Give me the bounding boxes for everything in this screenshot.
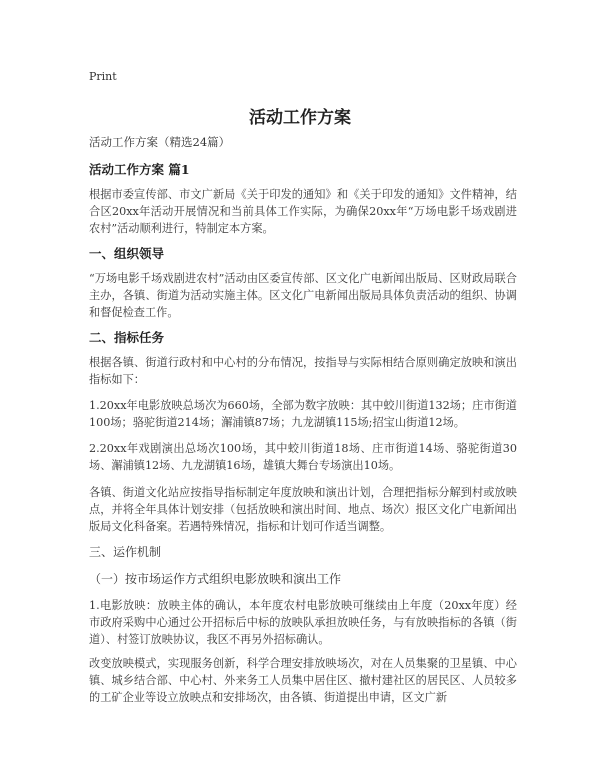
plan-paragraph: 各镇、街道文化站应按指导指标制定年度放映和演出计划，合理把指标分解到村或放映点，并将全年具体计划安排（包括放映和演出时间、地点、场次）报区文化广电新闻出版局文化科备案。若遇特殊情况，指标和计划可作适当调整。: [89, 486, 517, 533]
screening-mode-paragraph: 改变放映模式，实现服务创新，科学合理安排放映场次，对在人员集聚的卫星镇、中心镇、城乡结合部、中心村、外来务工人员集中居住区、撤村建社区的居民区、人员较多的工矿企业等设立放映点和安排场次，由各镇、街道提出申请，区文广新: [89, 657, 517, 704]
organization-paragraph: “万场电影千场戏剧进农村”活动由区委宣传部、区文化广电新闻出版局、区财政局联合主办，各镇、街道为活动实施主体。区文化广电新闻出版局具体负责活动的组织、协调和督促检查工作。: [89, 272, 517, 319]
section-title: 活动工作方案 篇1: [89, 162, 190, 177]
film-target-paragraph: 1.20xx年电影放映总场次为660场，全部为数字放映：其中蛟川街道132场；庄市街道100场；骆驼街道214场；澥浦镇87场；九龙湖镇115场;招宝山街道12场。: [89, 399, 517, 429]
heading-targets: 二、指标任务: [89, 330, 165, 345]
intro-paragraph: 根据市委宣传部、市文广新局《关于印发的通知》和《关于印发的通知》文件精神，结合区20xx年活动开展情况和当前具体工作实际，为确保20xx年“万场电影千场戏剧进农村”活动顺利进行，特制定本方案。: [89, 188, 517, 235]
page-title: 活动工作方案: [249, 108, 351, 128]
heading-organization: 一、组织领导: [89, 246, 165, 261]
document-subtitle: 活动工作方案（精选24篇）: [89, 135, 231, 149]
film-screening-paragraph: 1.电影放映：放映主体的确认，本年度农村电影放映可继续由上年度（20xx年度）经市政府采购中心通过公开招标后中标的放映队承担放映任务，与有放映指标的各镇（街道）、村签订放映协议，我区不再另外招标确认。: [89, 599, 517, 646]
heading-mechanism: 三、运作机制: [89, 545, 162, 559]
targets-paragraph: 根据各镇、街道行政村和中心村的分布情况，按指导与实际相结合原则确定放映和演出指标如下：: [89, 356, 517, 386]
subheading-market: （一）按市场运作方式组织电影放映和演出工作: [89, 572, 342, 586]
drama-target-paragraph: 2.20xx年戏剧演出总场次100场，其中蛟川街道18场、庄市街道14场、骆驼街道30场、澥浦镇12场、九龙湖镇16场，雄镇大舞台专场演出10场。: [89, 442, 517, 472]
print-label[interactable]: Print: [89, 70, 117, 83]
